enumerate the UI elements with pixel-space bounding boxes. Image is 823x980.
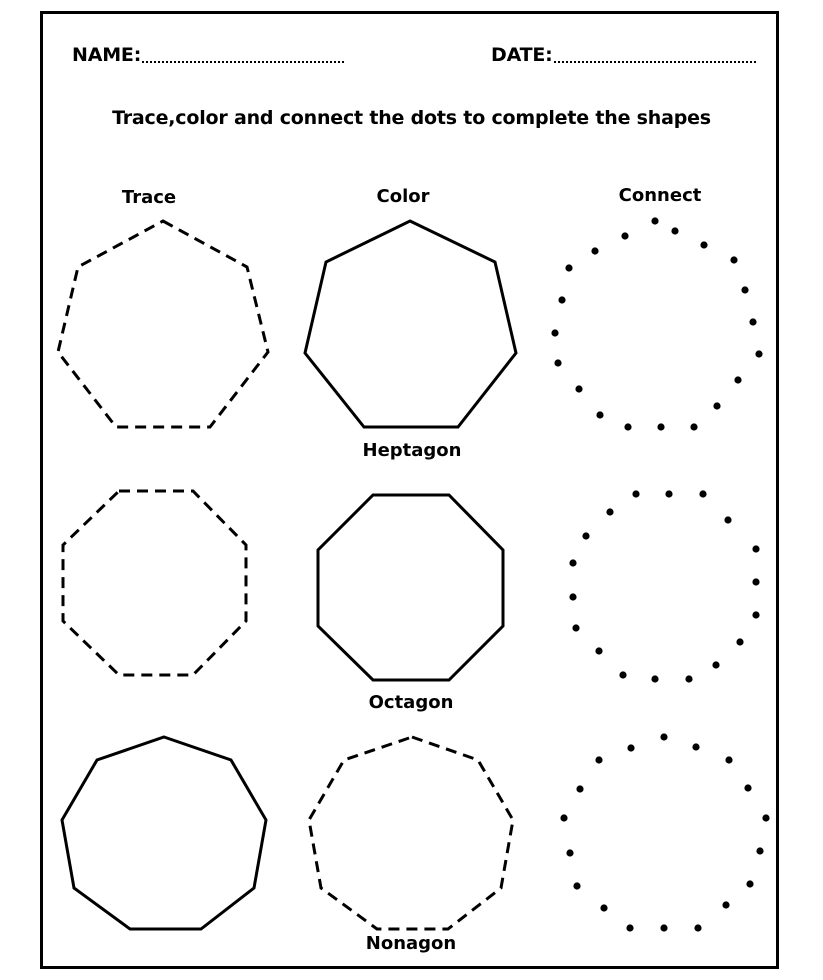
nonagon-connect-dots[interactable] [560,733,769,931]
date-label: DATE: [491,44,553,66]
column-heading-trace: Trace [121,187,177,208]
shape-label-octagon: Octagon [368,692,454,713]
heptagon-color-outline[interactable] [305,221,516,427]
octagon-trace-dashed[interactable] [63,491,246,675]
shape-label-nonagon: Nonagon [365,933,457,954]
nonagon-color-outline[interactable] [62,737,266,929]
octagon-connect-dots[interactable] [569,490,759,682]
column-heading-color: Color [376,186,430,207]
heptagon-connect-dots[interactable] [551,217,762,430]
column-heading-connect: Connect [618,185,702,206]
name-label: NAME: [72,44,142,66]
instruction-text: Trace,color and connect the dots to complete the shapes [112,107,711,129]
octagon-color-outline[interactable] [318,495,503,680]
shape-label-heptagon: Heptagon [362,440,462,461]
nonagon-trace-dashed[interactable] [309,737,513,929]
heptagon-trace-dashed[interactable] [58,221,268,427]
